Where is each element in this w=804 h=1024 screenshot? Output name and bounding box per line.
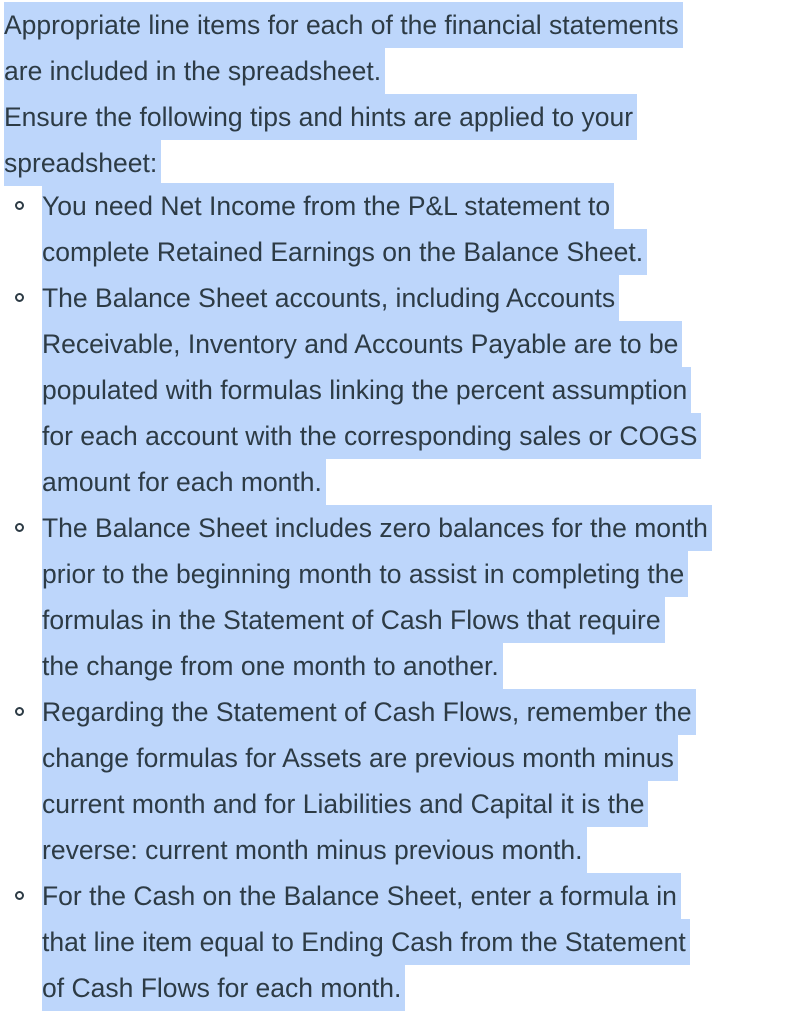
bullet-4-line-4: reverse: current month minus previous month. [42, 827, 587, 873]
bullet-2-line-2: Receivable, Inventory and Accounts Payable are to be [42, 321, 682, 367]
bullet-3-line-4: the change from one month to another. [42, 643, 503, 689]
bullet-circle-icon [15, 891, 24, 900]
bullet-2-line-1: The Balance Sheet accounts, including Accounts [42, 275, 619, 321]
intro-line-2: are included in the spreadsheet. [4, 48, 385, 94]
bullet-2-line-5: amount for each month. [42, 459, 326, 505]
bullet-3-line-3: formulas in the Statement of Cash Flows that require [42, 597, 665, 643]
bullet-circle-icon [15, 293, 24, 302]
intro-line-1: Appropriate line items for each of the financial statements [4, 2, 683, 48]
bullet-2-line-4: for each account with the corresponding sales or COGS [42, 413, 701, 459]
bullet-1-line-2: complete Retained Earnings on the Balance Sheet. [42, 229, 647, 275]
intro-line-3: Ensure the following tips and hints are applied to your [4, 94, 637, 140]
bullet-4-line-3: current month and for Liabilities and Capital it is the [42, 781, 648, 827]
bullet-5-line-1: For the Cash on the Balance Sheet, enter a formula in [42, 873, 681, 919]
bullet-circle-icon [15, 523, 24, 532]
bullet-2-line-3: populated with formulas linking the percent assumption [42, 367, 691, 413]
bullet-circle-icon [15, 707, 24, 716]
bullet-4-line-2: change formulas for Assets are previous month minus [42, 735, 678, 781]
intro-line-4: spreadsheet: [4, 140, 161, 186]
bullet-4-line-1: Regarding the Statement of Cash Flows, remember the [42, 689, 696, 735]
bullet-1-line-1: You need Net Income from the P&L statement to [42, 183, 614, 229]
bullet-3-line-1: The Balance Sheet includes zero balances for the month [42, 505, 712, 551]
bullet-3-line-2: prior to the beginning month to assist in completing the [42, 551, 688, 597]
bullet-5-line-2: that line item equal to Ending Cash from the Statement [42, 919, 690, 965]
bullet-circle-icon [15, 201, 24, 210]
bullet-5-line-3: of Cash Flows for each month. [42, 965, 405, 1011]
